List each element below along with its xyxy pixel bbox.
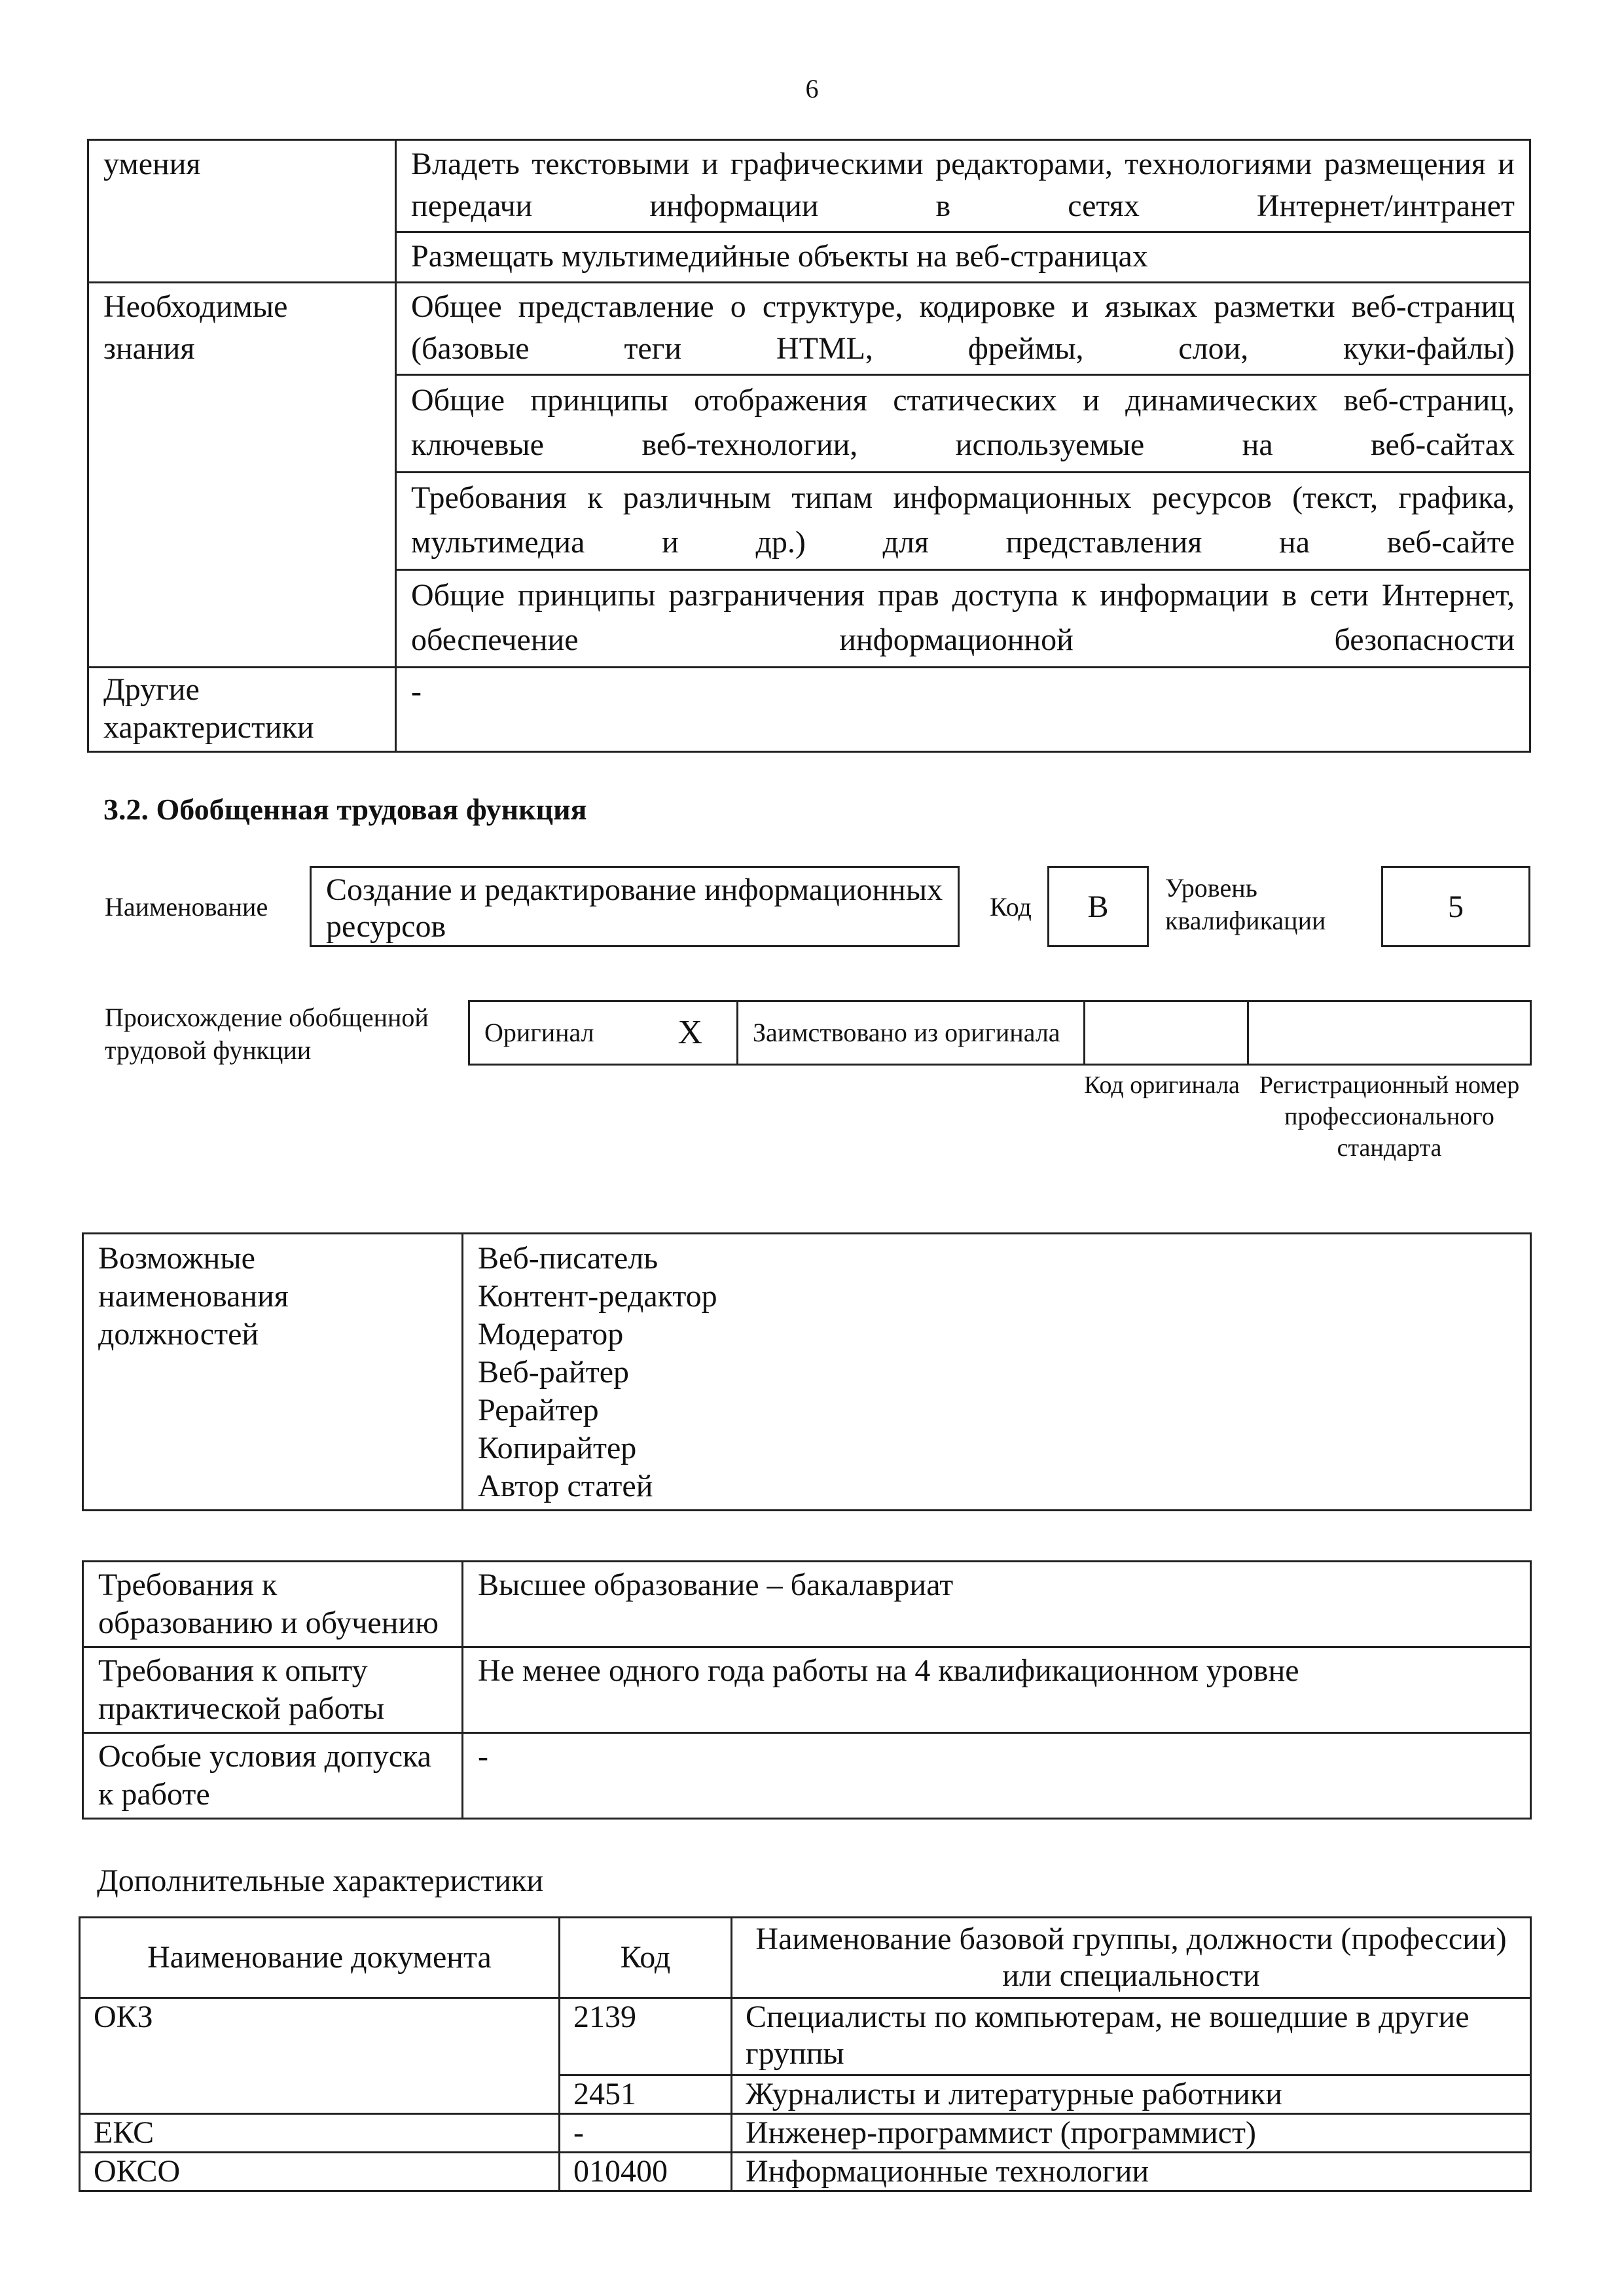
table-cell: Общие принципы отображения статических и динамических веб-страниц, ключевые веб-технологии, используемые на веб-сайтах — [396, 375, 1530, 473]
table-cell: ЕКС — [80, 2114, 560, 2153]
job-titles-label: Возможные наименования должностей — [83, 1234, 463, 1511]
origin-original-cell — [469, 1001, 738, 1065]
requirement-value: - — [463, 1733, 1531, 1819]
list-item: Модератор — [478, 1317, 624, 1352]
name-label: Наименование — [105, 892, 268, 922]
code-value-box — [1047, 866, 1149, 947]
table-row — [88, 140, 1530, 232]
origin-mark: X — [677, 1014, 702, 1051]
list-item: Контент-редактор — [478, 1279, 717, 1314]
table-header-row — [80, 1918, 1531, 1998]
row-label: умения — [88, 140, 396, 283]
table-row — [80, 2114, 1531, 2153]
table-row — [88, 668, 1530, 752]
caption-reg: Регистрационный номер профессионального стандарта — [1259, 1071, 1520, 1162]
requirement-value: Высшее образование – бакалавриат — [463, 1562, 1531, 1647]
column-header: Наименование базовой группы, должности (профессии) или специальности — [732, 1918, 1531, 1998]
table-cell: Общие принципы разграничения прав доступа к информации в сети Интернет, обеспечение информационной безопасности — [396, 570, 1530, 668]
name-value-box — [310, 866, 960, 947]
list-item: Веб-райтер — [478, 1355, 629, 1390]
level-label: Уровень квалификации — [1165, 873, 1326, 935]
table-cell: - — [560, 2114, 732, 2153]
table-cell: ОКСО — [80, 2153, 560, 2191]
origin-table — [468, 1000, 1532, 1066]
row-label: Необходимые знания — [88, 283, 396, 668]
origin-original-label: Оригинал — [484, 1018, 594, 1047]
additional-heading: Дополнительные характеристики — [97, 1863, 544, 1898]
requirement-label: Требования к образованию и обучению — [83, 1562, 463, 1647]
table-row — [83, 1562, 1531, 1647]
list-item: Копирайтер — [478, 1431, 637, 1465]
section-title: 3.2. Обобщенная трудовая функция — [103, 793, 587, 826]
origin-code-cell — [1085, 1001, 1248, 1065]
table-row — [83, 1733, 1531, 1819]
code-value: В — [1087, 889, 1109, 924]
table-cell: 010400 — [560, 2153, 732, 2191]
table-cell: Общее представление о структуре, кодировке и языках разметки веб-страниц (базовые теги HTML, фреймы, слои, куки-файлы) — [396, 283, 1530, 375]
requirements-table — [82, 1560, 1532, 1820]
table-cell: 2139 — [560, 1998, 732, 2075]
table-cell: Размещать мультимедийные объекты на веб-страницах — [396, 232, 1530, 283]
table-row — [88, 283, 1530, 375]
table-row — [80, 1998, 1531, 2075]
column-header: Код — [560, 1918, 732, 1998]
job-titles-table — [82, 1232, 1532, 1511]
code-label: Код — [990, 892, 1032, 922]
job-titles-list — [463, 1234, 1531, 1511]
skills-table — [87, 139, 1531, 753]
list-item: Автор статей — [478, 1469, 653, 1503]
caption-code: Код оригинала — [1084, 1071, 1240, 1099]
table-row — [83, 1647, 1531, 1733]
table-cell: Специалисты по компьютерам, не вошедшие в другие группы — [732, 1998, 1531, 2075]
requirement-label: Требования к опыту практической работы — [83, 1647, 463, 1733]
level-value-box — [1381, 866, 1530, 947]
origin-reg-cell — [1248, 1001, 1531, 1065]
page-number: 6 — [805, 74, 819, 103]
table-cell: - — [396, 668, 1530, 752]
table-row — [469, 1001, 1531, 1065]
table-cell: Информационные технологии — [732, 2153, 1531, 2191]
table-row — [80, 2153, 1531, 2191]
requirement-label: Особые условия допуска к работе — [83, 1733, 463, 1819]
table-cell: Журналисты и литературные работники — [732, 2075, 1531, 2114]
origin-label: Происхождение обобщенной трудовой функции — [105, 1003, 429, 1065]
column-header: Наименование документа — [80, 1918, 560, 1998]
list-item: Веб-писатель — [478, 1241, 659, 1276]
origin-borrowed-cell: Заимствовано из оригинала — [738, 1001, 1085, 1065]
list-item: Рерайтер — [478, 1393, 599, 1427]
table-cell: 2451 — [560, 2075, 732, 2114]
additional-table — [79, 1916, 1532, 2192]
table-cell: ОКЗ — [80, 1998, 560, 2114]
row-label: Другие характеристики — [88, 668, 396, 752]
table-cell: Владеть текстовыми и графическими редакторами, технологиями размещения и передачи информации в сетях Интернет/интранет — [396, 140, 1530, 232]
name-value: Создание и редактирование информационных ресурсов — [326, 872, 943, 944]
table-row — [83, 1234, 1531, 1511]
level-value: 5 — [1448, 889, 1464, 924]
requirement-value: Не менее одного года работы на 4 квалификационном уровне — [463, 1647, 1531, 1733]
table-cell: Инженер-программист (программист) — [732, 2114, 1531, 2153]
table-cell: Требования к различным типам информационных ресурсов (текст, графика, мультимедиа и др.) для представления на веб-сайте — [396, 473, 1530, 570]
